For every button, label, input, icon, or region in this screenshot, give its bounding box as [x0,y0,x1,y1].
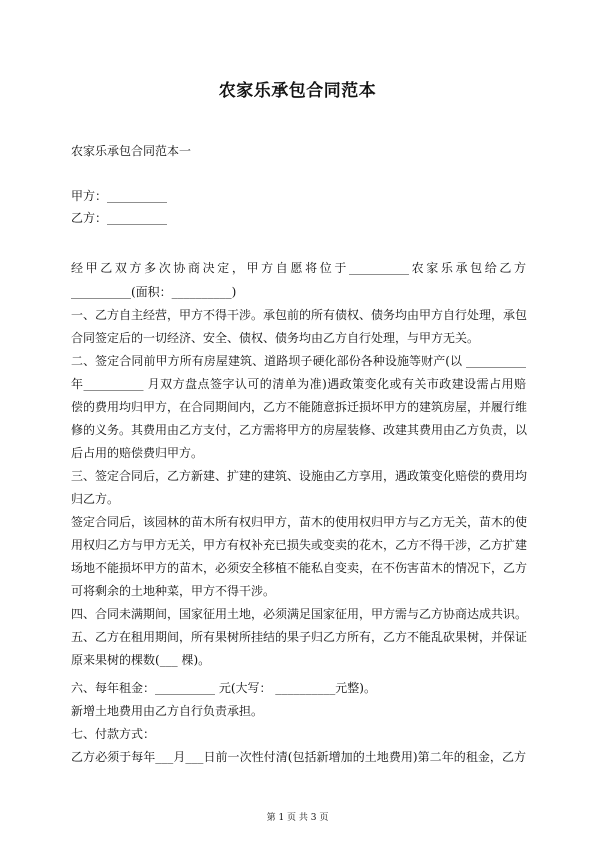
body-line: 年__________ 月双方盘点签字认可的清单为准)遇政策变化或有关市政建设需占用赔 [71,377,526,391]
document-subtitle: 农家乐承包合同范本一 [71,144,192,158]
body-line: __________(面积：__________) [71,285,237,299]
document-title: 农家乐承包合同范本 [218,81,377,101]
body-line: 新增土地费用由乙方自行负责承担。 [71,704,264,718]
body-line: 一、乙方自主经营，甲方不得干涉。承包前的所有债权、债务均由甲方自行处理，承包 [71,308,528,322]
body-line: 后占用的赔偿费归甲方。 [71,446,204,460]
body-line: 三、签定合同后，乙方新建、扩建的建筑、设施由乙方享用，遇政策变化赔偿的费用均 [71,469,528,483]
body-line: 原来果树的棵数(___ 棵)。 [71,653,211,667]
body-line: 可将剩余的土地种菜，甲方不得干涉。 [71,584,276,598]
body-line: 修的义务。其费用由乙方支付，乙方需将甲方的房屋装修、改建其费用由乙方负责，以 [71,423,528,437]
page-number-footer: 第 1 页 共 3 页 [266,813,329,823]
body-line: 用权归乙方与甲方无关，甲方有权补充已损失或变卖的花木，乙方不得干涉，乙方扩建 [71,538,528,552]
body-line: 场地不能损坏甲方的苗木，必须安全移植不能私自变卖，在不伤害苗木的情况下，乙方 [71,561,528,575]
body-line: 合同签定后的一切经济、安全、债权、债务均由乙方自行处理，与甲方无关。 [71,331,480,345]
body-line: 五、乙方在租用期间，所有果树所挂结的果子归乙方所有，乙方不能乱砍果树，并保证 [71,630,528,644]
body-line: 四、合同未满期间，国家征用土地，必须满足国家征用，甲方需与乙方协商达成共识。 [71,607,528,621]
body-line: 经甲乙双方多次协商决定，甲方自愿将位于__________农家乐承包给乙方 [71,261,526,275]
body-line: 偿的费用均归甲方，在合同期间内，乙方不能随意拆迁损坏甲方的建筑房屋，并履行维 [71,400,528,414]
body-line: 二、签定合同前甲方所有房屋建筑、道路坝子硬化部份各种设施等财产(以 __________ [71,354,526,368]
party-b-line: 乙方：__________ [71,211,168,225]
body-line: 七、付款方式： [71,727,156,741]
body-line: 签定合同后，该园林的苗木所有权归甲方，苗木的使用权归甲方与乙方无关，苗木的使 [71,515,528,529]
party-a-line: 甲方：__________ [71,189,168,203]
body-line: 六、每年租金：__________ 元(大写： __________元整)。 [71,681,376,695]
body-line: 归乙方。 [71,492,120,506]
body-line: 乙方必须于每年___月___日前一次性付清(包括新增加的土地费用)第二年的租金，乙方 [71,750,526,764]
